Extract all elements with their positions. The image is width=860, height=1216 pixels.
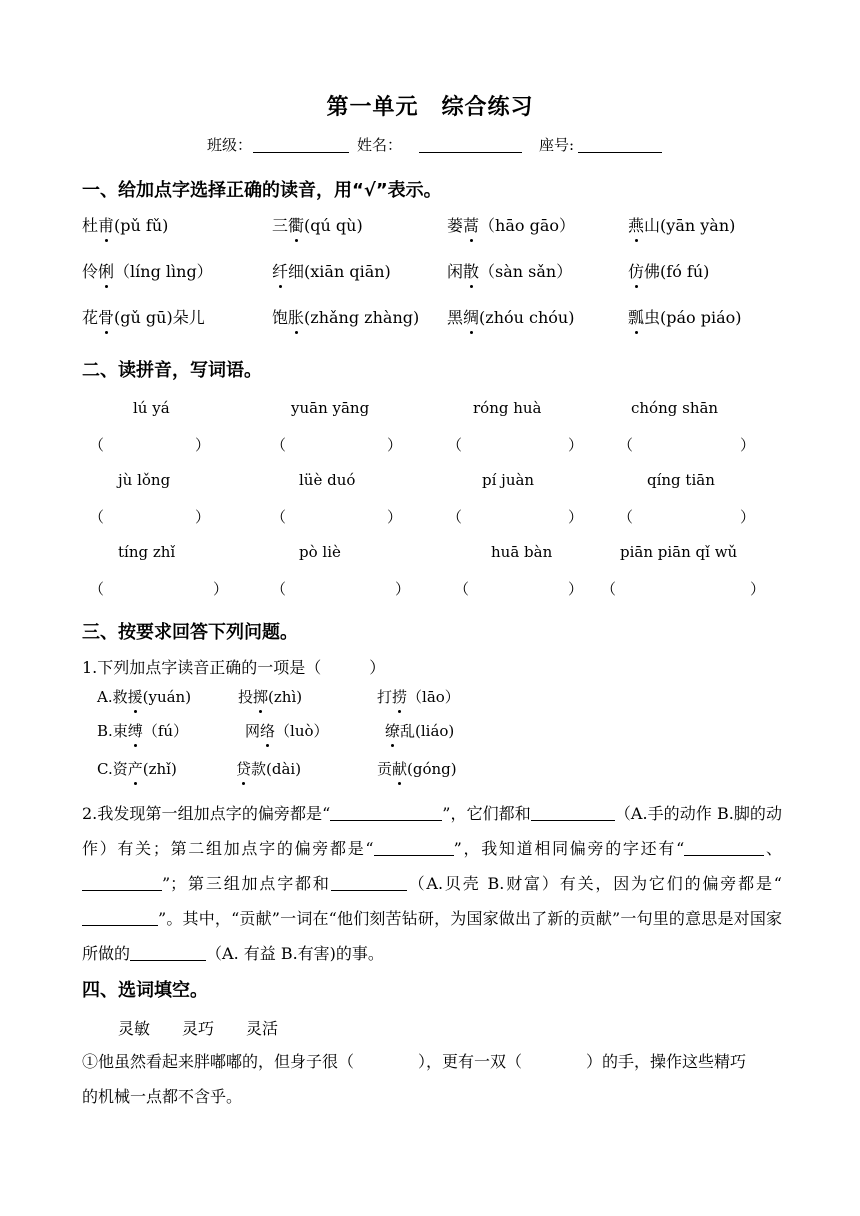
pronunciation-item[interactable] (628, 213, 735, 236)
dotted-char: 蒿 (463, 213, 479, 236)
answer-paren-close[interactable]: ） (387, 508, 403, 526)
pinyin-prompt: piān piān qǐ wǔ (620, 543, 738, 561)
dotted-char: 燕 (628, 213, 644, 236)
option-text: 打 (377, 688, 393, 706)
option-item[interactable] (377, 758, 457, 779)
item-text: （sàn sǎn） (479, 262, 573, 281)
dotted-char: 胀 (288, 305, 304, 328)
item-text: (qú qù) (304, 216, 363, 235)
option-item[interactable] (245, 720, 329, 741)
answer-paren-open[interactable]: （ (447, 508, 463, 526)
dotted-char: 援 (127, 688, 143, 706)
section-3-heading: 三、按要求回答下列问题。 (82, 622, 298, 643)
dotted-char: 缭 (385, 722, 401, 740)
answer-paren-close[interactable]: ） (568, 436, 584, 454)
option-text: （fú） (142, 722, 189, 740)
dotted-char: 瓢 (628, 305, 644, 328)
option-item[interactable] (377, 686, 460, 707)
item-text: 伶 (82, 262, 99, 281)
option-text: 网 (245, 722, 261, 740)
section-1-heading: 一、给加点字选择正确的读音，用“√”表示。 (82, 180, 442, 201)
item-text: 蒌 (447, 216, 464, 235)
option-text: (góng) (407, 760, 457, 778)
option-item[interactable] (97, 686, 191, 707)
item-text: 细 (288, 262, 305, 281)
pinyin-prompt: tíng zhǐ (118, 543, 176, 561)
answer-paren-open[interactable]: （ (271, 436, 287, 454)
option-text: 款(dài) (251, 760, 302, 778)
option-text: (zhǐ) (142, 760, 177, 778)
item-text: 黑 (447, 308, 464, 327)
dotted-char: 掷 (253, 688, 269, 706)
answer-paren-close[interactable]: ） (740, 508, 756, 526)
dotted-char: 献 (392, 760, 408, 778)
class-label: 班级： (207, 136, 253, 154)
dotted-char: 贷 (236, 760, 252, 778)
option-item[interactable] (385, 720, 454, 741)
pronunciation-item[interactable] (82, 259, 213, 282)
answer-blank[interactable] (82, 909, 158, 926)
item-text: (pǔ fǔ) (114, 216, 169, 235)
pinyin-prompt: jù lǒng (118, 471, 171, 489)
option-text: 乱(liáo) (400, 722, 455, 740)
answer-paren-open[interactable]: （ (601, 580, 617, 598)
answer-blank[interactable] (684, 839, 764, 856)
answer-paren-open[interactable]: （ (89, 580, 105, 598)
dotted-char: 俐 (98, 259, 114, 282)
answer-paren-open[interactable]: （ (89, 436, 105, 454)
class-blank[interactable] (253, 134, 349, 153)
option-text: （luò） (275, 722, 329, 740)
answer-paren-close[interactable]: ） (195, 508, 211, 526)
fill-sentence-line-1: ①他虽然看起来胖嘟嘟的，但身子很（ ），更有一双（ ）的手，操作这些精巧 (82, 1052, 747, 1071)
item-text: 杜 (82, 216, 99, 235)
pronunciation-item[interactable] (272, 259, 391, 282)
dotted-char: 产 (127, 760, 143, 778)
option-text: (zhì) (268, 688, 303, 706)
name-label: 姓名： (357, 136, 403, 154)
pronunciation-item[interactable] (82, 213, 168, 236)
word-choices: 灵敏 灵巧 灵活 (118, 1019, 279, 1038)
answer-paren-close[interactable]: ） (568, 508, 584, 526)
item-text: (fó fú) (660, 262, 710, 281)
pronunciation-item[interactable] (628, 259, 709, 282)
option-text: A.救 (97, 688, 128, 706)
item-text: （hāo gāo） (479, 216, 576, 235)
pinyin-prompt: huā bàn (491, 543, 553, 561)
answer-paren-close[interactable]: ） (568, 580, 584, 598)
question-1-stem: 1.下列加点字读音正确的一项是（ ） (82, 658, 386, 677)
pinyin-prompt: lüè duó (299, 471, 356, 489)
pronunciation-item[interactable] (82, 305, 205, 328)
option-item[interactable] (236, 758, 301, 779)
pronunciation-item[interactable] (447, 213, 575, 236)
dotted-char: 衢 (288, 213, 304, 236)
dotted-char: 骨 (98, 305, 114, 328)
answer-blank[interactable] (374, 839, 454, 856)
option-item[interactable] (97, 720, 188, 741)
answer-paren-open[interactable]: （ (454, 580, 470, 598)
option-text: B.束 (97, 722, 128, 740)
item-text: 虫 (644, 308, 661, 327)
pronunciation-item[interactable] (447, 259, 572, 282)
answer-blank[interactable] (330, 804, 442, 821)
item-text: 饱 (272, 308, 289, 327)
item-text: （líng lìng） (114, 262, 213, 281)
pinyin-prompt: pò liè (299, 543, 341, 561)
item-text: 佛 (644, 262, 661, 281)
page-title: 第一单元 综合练习 (326, 95, 534, 120)
answer-blank[interactable] (130, 944, 206, 961)
dotted-char: 捞 (392, 688, 408, 706)
dotted-char: 纤 (272, 259, 288, 282)
item-text: (xiān qiān) (304, 262, 391, 281)
pinyin-prompt: róng huà (473, 399, 542, 417)
pinyin-prompt: qíng tiān (647, 471, 715, 489)
option-text: (yuán) (142, 688, 192, 706)
item-text: 花 (82, 308, 99, 327)
option-text: 投 (238, 688, 254, 706)
dotted-char: 散 (463, 259, 479, 282)
dotted-char: 缚 (127, 722, 143, 740)
dotted-char: 络 (260, 722, 276, 740)
fill-sentence-line-2: 的机械一点都不含乎。 (82, 1087, 243, 1106)
item-text: (zhóu chóu) (479, 308, 575, 327)
seat-label: 座号: (539, 136, 575, 154)
answer-paren-close[interactable]: ） (213, 580, 229, 598)
answer-paren-close[interactable]: ） (387, 436, 403, 454)
pronunciation-item[interactable] (272, 305, 419, 328)
item-text: 三 (272, 216, 289, 235)
answer-blank[interactable] (531, 804, 615, 821)
question-2-paragraph: 2.我发现第一组加点字的偏旁都是“ ”，它们都和 （A.手的动作 B.脚的动作）有关；第二组加点字的偏旁都是“ ”，我知道相同偏旁的字还有“ 、”；第三组加点字都和 （A.贝壳 B.财富）有关，因为它们的偏旁都是“”。其中，“贡献”一词在“他们刻苦钻研，为国家做出了新的贡献”一句里的意思是对国家所做的 （A. 有益 B.有害)的事。 (82, 804, 782, 963)
answer-paren-close[interactable]: ） (740, 436, 756, 454)
answer-blank[interactable] (82, 874, 162, 891)
option-item[interactable] (97, 758, 177, 779)
item-text: (yān yàn) (660, 216, 736, 235)
dotted-char: 仿 (628, 259, 644, 282)
answer-blank[interactable] (331, 874, 407, 891)
pronunciation-item[interactable] (447, 305, 574, 328)
dotted-char: 绸 (463, 305, 479, 328)
section-2-heading: 二、读拼音，写词语。 (82, 360, 262, 381)
pinyin-prompt: yuān yāng (291, 399, 370, 417)
section-4-heading: 四、选词填空。 (82, 980, 208, 1001)
answer-paren-open[interactable]: （ (271, 508, 287, 526)
answer-paren-close[interactable]: ） (750, 580, 766, 598)
answer-paren-open[interactable]: （ (447, 436, 463, 454)
answer-paren-open[interactable]: （ (271, 580, 287, 598)
option-text: 贡 (377, 760, 393, 778)
pronunciation-item[interactable] (272, 213, 363, 236)
answer-paren-close[interactable]: ） (195, 436, 211, 454)
item-text: (páo piáo) (660, 308, 742, 327)
dotted-char: 甫 (98, 213, 114, 236)
pinyin-prompt: chóng shān (631, 399, 719, 417)
seat-blank[interactable] (578, 134, 662, 153)
item-text: 闲 (447, 262, 464, 281)
pinyin-prompt: pí juàn (482, 471, 535, 489)
answer-paren-close[interactable]: ） (395, 580, 411, 598)
item-text: (gǔ gū)朵儿 (114, 308, 205, 327)
pinyin-prompt: lú yá (133, 399, 170, 417)
option-item[interactable] (238, 686, 302, 707)
item-text: 山 (644, 216, 661, 235)
option-text: C.资 (97, 760, 128, 778)
answer-paren-open[interactable]: （ (618, 436, 634, 454)
answer-paren-open[interactable]: （ (618, 508, 634, 526)
name-blank[interactable] (419, 134, 522, 153)
pronunciation-item[interactable] (628, 305, 742, 328)
answer-paren-open[interactable]: （ (89, 508, 105, 526)
item-text: (zhǎng zhàng) (304, 308, 420, 327)
option-text: （lāo） (407, 688, 460, 706)
